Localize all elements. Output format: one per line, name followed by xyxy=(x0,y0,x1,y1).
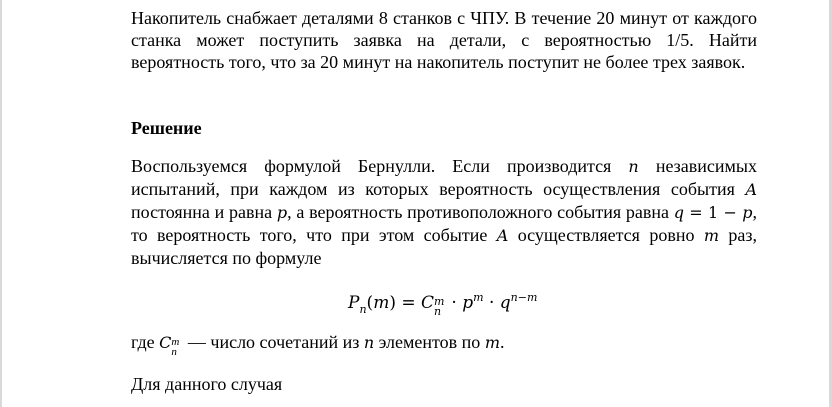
math-variable: A xyxy=(745,180,757,199)
math-superscript: n−m xyxy=(510,291,538,304)
text-segment: Воспользуемся формулой Бернулли. Если производится xyxy=(131,156,629,176)
bernoulli-formula xyxy=(348,287,537,321)
combinations-note xyxy=(131,331,757,358)
math-indices xyxy=(171,336,183,358)
problem-statement: Накопитель снабжает деталями 8 станков с ЧПУ. В течение 20 минут от каждого станка может поступить заявка на детали, с вероятностью 1/5. Найти вероятность того, что за 20 минут на накопитель поступит не более трех заявок. xyxy=(131,8,757,72)
math-operator: ( xyxy=(366,293,374,313)
math-indices xyxy=(434,295,446,318)
case-label: Для данного случая xyxy=(131,374,283,394)
text-segment: раз, вычисляется по формуле xyxy=(131,225,757,268)
math-superscript: m xyxy=(434,295,445,308)
math-variable: A xyxy=(496,226,509,245)
math-superscript: m xyxy=(473,291,484,304)
text-segment: , то вероятность того, что при этом событие xyxy=(131,202,757,245)
math-operator: = 1 − xyxy=(683,203,743,222)
math-variable: q xyxy=(499,293,511,313)
math-operator: · xyxy=(483,293,500,313)
text-segment: элементов по xyxy=(374,332,485,352)
math-variable: P xyxy=(348,293,360,313)
text-segment: . xyxy=(499,332,505,352)
math-operator: · xyxy=(446,293,463,313)
bernoulli-explanation xyxy=(131,155,757,269)
math-variable: q xyxy=(673,203,684,222)
text-segment: осуществляется ровно xyxy=(508,225,704,245)
solution-heading: Решение xyxy=(131,118,202,138)
math-variable: p xyxy=(462,293,474,313)
math-superscript: m xyxy=(171,336,180,348)
text-segment: где xyxy=(131,332,160,352)
text-segment: — число сочетаний из xyxy=(183,332,364,352)
math-variable: n xyxy=(628,157,639,176)
math-subscript: n xyxy=(434,305,442,318)
math-variable: n xyxy=(363,333,375,352)
text-segment: независимых испытаний, при каждом из которых вероятность осуществления события xyxy=(131,156,757,199)
text-segment: , а вероятность противоположного события равна xyxy=(287,202,674,222)
math-variable: C xyxy=(159,333,172,352)
math-variable: m xyxy=(484,333,500,352)
math-variable: m xyxy=(373,293,390,313)
text-segment: постоянна и равна xyxy=(131,202,277,222)
math-variable: C xyxy=(421,293,435,313)
page-left-edge xyxy=(0,0,2,407)
math-subscript: n xyxy=(359,303,367,316)
math-variable: p xyxy=(742,203,753,222)
math-operator: ) = xyxy=(389,293,421,313)
math-variable: m xyxy=(703,226,720,245)
math-variable: p xyxy=(276,203,288,222)
math-subscript: n xyxy=(171,346,177,358)
